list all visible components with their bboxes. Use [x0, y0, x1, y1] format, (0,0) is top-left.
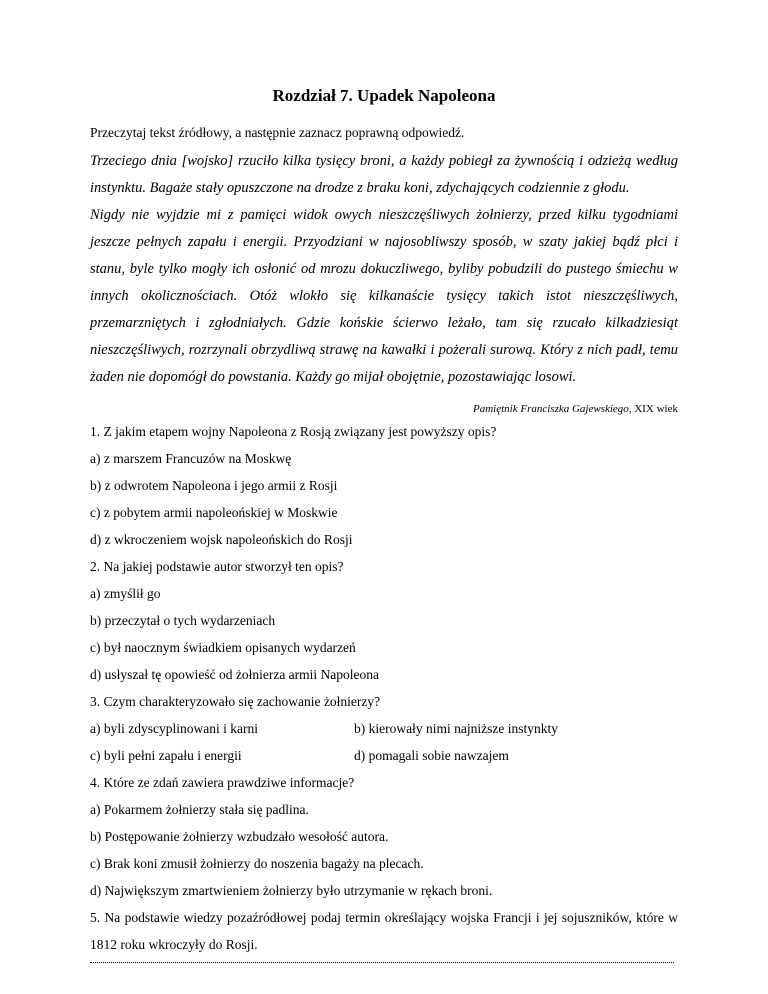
question-3-option-a[interactable]: a) byli zdyscyplinowani i karni: [90, 721, 258, 736]
instruction-text: Przeczytaj tekst źródłowy, a następnie zaznacz poprawną odpowiedź.: [90, 125, 465, 140]
question-2-option-b[interactable]: b) przeczytał o tych wydarzeniach: [90, 613, 276, 628]
source-text: [90, 148, 678, 391]
attribution-period: , XIX wiek: [628, 403, 678, 415]
question-3-row-1: [90, 715, 678, 742]
question-3-option-b[interactable]: b) kierowały nimi najniższe instynkty: [354, 721, 558, 736]
question-2-text: 2. Na jakiej podstawie autor stworzył ten opis?: [90, 559, 344, 574]
page-title: Rozdział 7. Upadek Napoleona: [272, 86, 496, 105]
question-1-text: 1. Z jakim etapem wojny Napoleona z Rosją związany jest powyższy opis?: [90, 424, 497, 439]
source-paragraph-2: Nigdy nie wyjdzie mi z pamięci widok owych nieszczęśliwych żołnierzy, przed kilku tygodniami jeszcze pełnych zapału i energii. Przyodziani w najosobliwszy sposób, w szaty jakiej bądź płci i stanu, byle tylko mogły ich osłonić od mrozu dokuczliwego, byliby pobudzili do pustego śmiechu w innych okolicznościach. Otóż wlokło się kilkanaście tysięcy takich istot nieszczęśliwych, przemarzniętych i zgłodniałych. Gdzie końskie ścierwo leżało, tam się rzucało kilkadziesiąt nieszczęśliwych, rozrzynali obrzydliwą strawę na kawałki i pożerali surową. Który z nich padł, temu żaden nie dopomógł do powstania. Każdy go mijał obojętnie, pozostawiając losowi.: [90, 207, 678, 385]
question-1-option-b[interactable]: b) z odwrotem Napoleona i jego armii z Rosji: [90, 478, 338, 493]
question-4-option-c[interactable]: c) Brak koni zmusił żołnierzy do noszenia bagaży na plecach.: [90, 856, 424, 871]
question-4-text: 4. Które ze zdań zawiera prawdziwe informacje?: [90, 775, 355, 790]
question-5-text: 5. Na podstawie wiedzy pozaźródłowej podaj termin określający wojska Francji i jej sojuszników, które w 1812 roku wkroczyły do Rosji.: [90, 910, 678, 952]
answer-line[interactable]: [90, 962, 674, 963]
attribution-author: Pamiętnik Franciszka Gajewskiego: [473, 403, 629, 415]
question-3-text: 3. Czym charakteryzowało się zachowanie żołnierzy?: [90, 694, 381, 709]
question-3-option-c[interactable]: c) byli pełni zapału i energii: [90, 748, 242, 763]
question-3: [90, 688, 678, 769]
question-1: [90, 418, 678, 553]
question-1-option-a[interactable]: a) z marszem Francuzów na Moskwę: [90, 451, 292, 466]
question-2: [90, 553, 678, 688]
question-2-option-c[interactable]: c) był naocznym świadkiem opisanych wydarzeń: [90, 640, 356, 655]
source-paragraph-1: Trzeciego dnia [wojsko] rzuciło kilka tysięcy broni, a każdy pobiegł za żywnością i odzieżą według instynktu. Bagaże stały opuszczone na drodze z braku koni, zdychających codziennie z głodu.: [90, 153, 678, 196]
question-2-option-d[interactable]: d) usłyszał tę opowieść od żołnierza armii Napoleona: [90, 667, 380, 682]
question-1-option-c[interactable]: c) z pobytem armii napoleońskiej w Moskwie: [90, 505, 338, 520]
question-4-option-d[interactable]: d) Największym zmartwieniem żołnierzy było utrzymanie w rękach broni.: [90, 883, 493, 898]
question-5: [90, 904, 678, 958]
question-4-option-a[interactable]: a) Pokarmem żołnierzy stała się padlina.: [90, 802, 309, 817]
question-4: [90, 769, 678, 904]
question-4-option-b[interactable]: b) Postępowanie żołnierzy wzbudzało wesołość autora.: [90, 829, 389, 844]
question-3-option-d[interactable]: d) pomagali sobie nawzajem: [354, 748, 509, 763]
question-2-option-a[interactable]: a) zmyślił go: [90, 586, 161, 601]
question-3-row-2: [90, 742, 678, 769]
source-attribution: [473, 403, 678, 415]
question-1-option-d[interactable]: d) z wkroczeniem wojsk napoleońskich do Rosji: [90, 532, 353, 547]
